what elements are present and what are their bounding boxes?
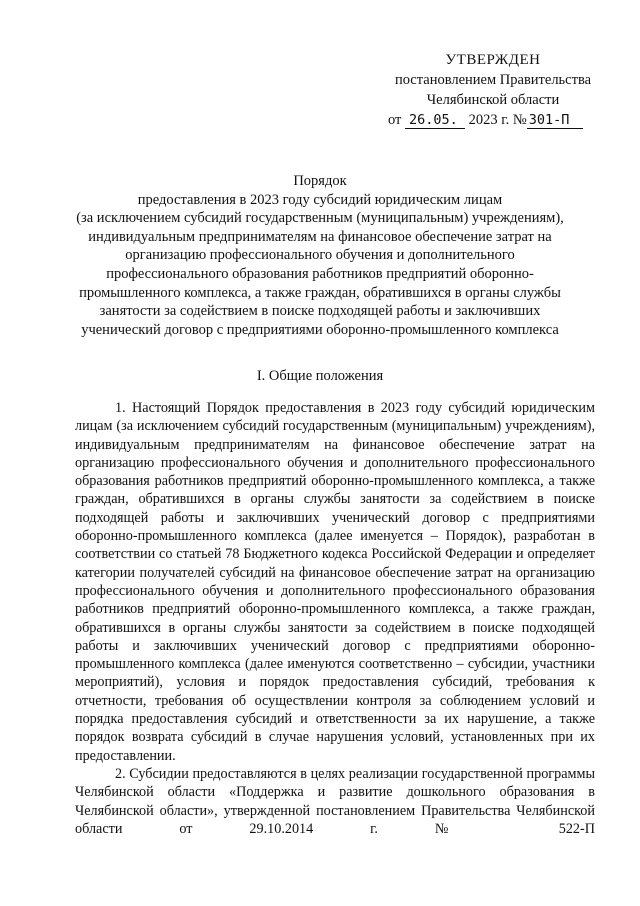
approval-block xyxy=(378,50,608,130)
handwritten-number: 301-П xyxy=(527,113,584,129)
title-line: занятости за содействием в поиске подходящей работы и заключивших xyxy=(99,303,541,320)
title-line: (за исключением субсидий государственным (муниципальным) учреждениям), xyxy=(76,210,564,227)
title-line: профессионального образования работников предприятий оборонно- xyxy=(106,265,534,282)
title-heading: Порядок xyxy=(293,173,347,189)
date-prefix: от xyxy=(388,112,402,128)
title-line: промышленного комплекса, а также граждан, обратившихся в органы службы xyxy=(79,284,561,301)
year-text: 2023 г. № xyxy=(468,112,527,128)
document-body xyxy=(75,399,595,838)
approval-line: Челябинской области xyxy=(426,92,560,108)
handwritten-date: 26.05. xyxy=(405,113,465,129)
approval-heading: УТВЕРЖДЕН xyxy=(445,52,541,68)
approval-dateline xyxy=(378,110,608,130)
document-title xyxy=(50,172,590,339)
title-line: предоставления в 2023 году субсидий юридическим лицам xyxy=(137,191,503,208)
section-heading: I. Общие положения xyxy=(256,368,384,384)
paragraph: 2. Субсидии предоставляются в целях реализации государственной программы Челябинской области «Поддержка и развитие дошкольного образования в Челябинской области», утвержденной постановлением Правительства Челябинской области от 29.10.2014 г. № 522-П xyxy=(75,765,595,837)
paragraph: 1. Настоящий Порядок предоставления в 2023 году субсидий юридическим лицам (за исключением субсидий государственным (муниципальным) учреждениям), индивидуальным предпринимателям на финансовое обеспечение затрат на организацию профессионального обучения и дополнительного профессионального образования работников предприятий оборонно-промышленного комплекса, а также граждан, обратившихся в органы службы занятости за содействием в поиске подходящей работы и заключивших ученический договор с предприятиями оборонно-промышленного комплекса (далее именуется – Порядок), разработан в соответствии со статьей 78 Бюджетного кодекса Российской Федерации и определяет категории получателей субсидий на финансовое обеспечение затрат на организацию профессионального обучения и дополнительного профессионального образования работников предприятий оборонно-промышленного комплекса, а также граждан, обратившихся в органы службы занятости за содействием в поиске подходящей работы и заключивших ученический договор с предприятиями оборонно-промышленного комплекса (далее именуются соответственно – субсидии, участники мероприятий), условия и порядок предоставления субсидий, требования к отчетности, требования об осуществлении контроля за соблюдением условий и порядка предоставления субсидий и ответственности за их нарушение, а также порядок возврата субсидий в случае нарушения условий, установленных при их предоставлении. xyxy=(75,400,595,764)
title-line: ученический договор с предприятиями оборонно-промышленного комплекса xyxy=(81,321,559,338)
title-line: организацию профессионального обучения и дополнительного xyxy=(125,247,515,264)
approval-line: постановлением Правительства xyxy=(394,72,592,88)
title-line: индивидуальным предпринимателям на финансовое обеспечение затрат на xyxy=(88,228,552,245)
